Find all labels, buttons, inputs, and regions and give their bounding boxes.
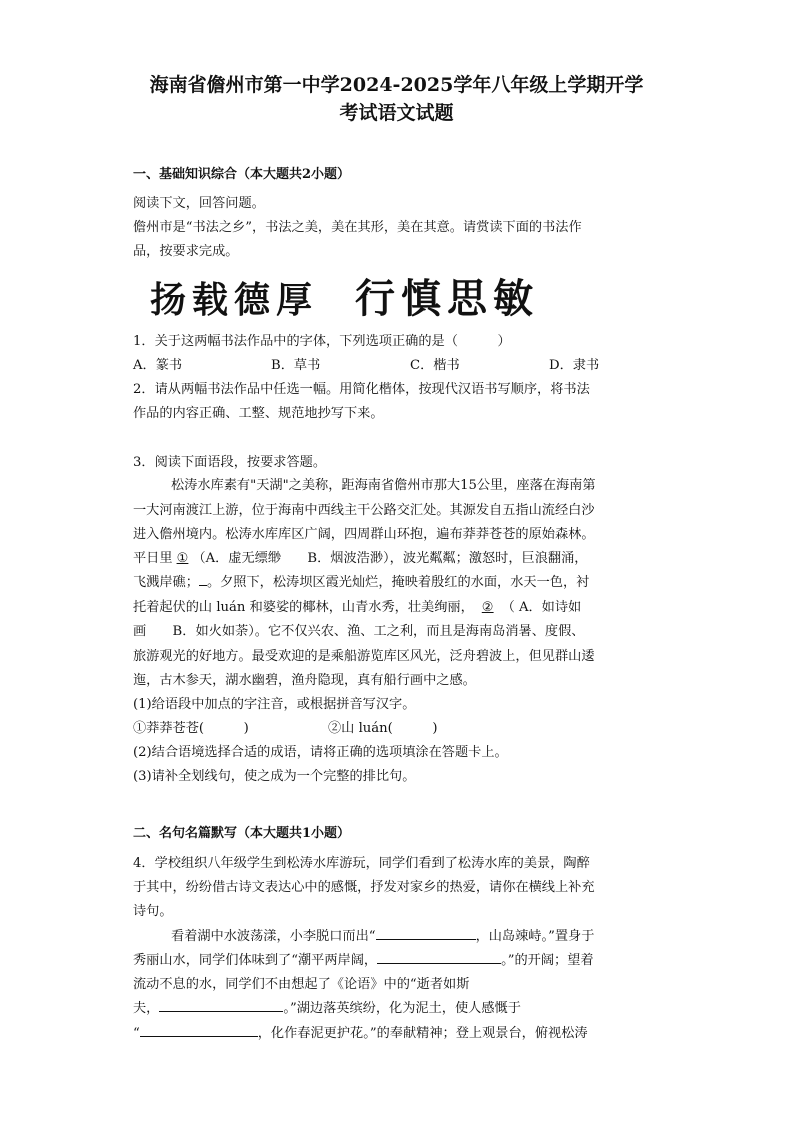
sub-question-1: (1)给语段中加点的字注音，或根据拼音写汉字。 — [133, 697, 416, 712]
passage-text: 托着起伏的山 luán 和婆娑的椰林，山青水秀，壮美绚丽， — [133, 600, 474, 615]
question-2-line-1: 2．请从两幅书法作品中任选一幅。用简化楷体，按现代汉语书写顺序，将书法 — [133, 382, 590, 397]
poem-fill-line — [133, 1022, 588, 1041]
q1-option-a[interactable]: A．篆书 — [133, 358, 183, 373]
blank-2[interactable]: ② — [481, 600, 494, 615]
poem-fill-line — [133, 949, 594, 968]
q1-option-c[interactable]: C．楷书 — [410, 358, 460, 373]
calligraphy-artwork-right — [355, 270, 585, 326]
passage-text: 。夕照下，松涛坝区霞光灿烂，掩映着殷红的水面，水天一色，衬 — [206, 575, 590, 590]
reading-instruction: 阅读下文，回答问题。 — [133, 196, 265, 211]
sub-question-3: (3)请补全划线句，使之成为一个完整的排比句。 — [133, 769, 416, 784]
blank-1[interactable]: ① — [176, 551, 189, 566]
sub-question-1a: ①莽莽苍苍( ) — [133, 721, 249, 736]
poem-text: 秀丽山水，同学们体味到了“潮平两岸阔， — [133, 953, 378, 968]
section-1-heading: 一、基础知识综合（本大题共2小题） — [133, 167, 351, 182]
poem-text: 夫， — [133, 1001, 160, 1016]
passage-line: 旅游观光的好地方。最受欢迎的是乘船游览库区风光，泛舟碧波上，但见群山逶 — [133, 649, 595, 664]
poem-blank-1[interactable] — [376, 927, 476, 940]
q1-option-b[interactable]: B．草书 — [271, 358, 321, 373]
question-2-line-2: 作品的内容正确、工整、规范地抄写下来。 — [133, 406, 384, 421]
passage-line: 松涛水库素有"天湖"之美称，距海南省儋州市那大15公里，座落在海南第 — [171, 478, 596, 493]
question-1: 1．关于这两幅书法作品中的字体，下列选项正确的是（ ） — [133, 334, 511, 349]
question-4-line-1: 4．学校组织八年级学生到松涛水库游玩，同学们看到了松涛水库的美景，陶醉 — [133, 856, 590, 871]
passage-line — [133, 547, 587, 566]
underlined-sentence-blank[interactable] — [199, 573, 207, 586]
poem-text: ，山岛竦峙。”置身于 — [475, 929, 595, 944]
passage-line: 一大河南渡江上游，位于海南中西线主干公路交汇处。其源发自五指山流经白沙 — [133, 503, 595, 518]
passage-line: 画 B．如火如荼）。它不仅兴农、渔、工之利，而且是海南岛消暑、度假、 — [133, 624, 585, 639]
poem-fill-line — [133, 997, 521, 1016]
question-3: 3．阅读下面语段，按要求答题。 — [133, 455, 327, 470]
poem-text: ，化作春泥更护花。”的奉献精神；登上观景台，俯视松涛 — [257, 1026, 588, 1041]
sub-question-2: (2)结合语境选择合适的成语，请将正确的选项填涂在答题卡上。 — [133, 745, 508, 760]
passage-line: 进入儋州境内。松涛水库库区广阔，四周群山环抱，遍布莽莽苍苍的原始森林。 — [133, 527, 595, 542]
exam-title-line-2: 考试语文试题 — [339, 102, 454, 124]
poem-fill-line — [171, 925, 594, 944]
passage-line — [133, 571, 589, 590]
poem-blank-3[interactable] — [159, 999, 283, 1012]
passage-text: （ A．如诗如 — [501, 600, 582, 615]
svg-text:行慎思敏: 行慎思敏 — [355, 275, 539, 322]
passage-text: （A．虚无缥缈 B．烟波浩渺），波光粼粼；激怒时，巨浪翻涌， — [192, 551, 588, 566]
passage-text: 飞溅岸礁； — [133, 575, 199, 590]
question-4-line-3: 诗句。 — [133, 904, 173, 919]
intro-paragraph-line-2: 品，按要求完成。 — [133, 244, 239, 259]
poem-text: “ — [133, 1026, 140, 1041]
poem-blank-4[interactable] — [140, 1024, 258, 1037]
svg-text:扬载德厚: 扬载德厚 — [150, 279, 319, 321]
poem-text: 看着湖中水波荡漾，小李脱口而出“ — [171, 929, 376, 944]
poem-fill-line: 流动不息的水，同学们不由想起了《论语》中的“逝者如斯 — [133, 977, 470, 992]
passage-text: 平日里 — [133, 551, 173, 566]
passage-line: 迤，古木参天，湖水幽碧，渔舟隐现，真有船行画中之感。 — [133, 673, 476, 688]
section-2-heading: 二、名句名篇默写（本大题共1小题） — [133, 826, 351, 841]
question-4-line-2: 于其中，纷纷借古诗文表达心中的感慨，抒发对家乡的热爱，请你在横线上补充 — [133, 880, 595, 895]
poem-text: 。”的开阔；望着 — [501, 953, 594, 968]
exam-title-line-1: 海南省儋州市第一中学2024-2025学年八年级上学期开学 — [149, 74, 644, 96]
intro-paragraph-line-1: 儋州市是“书法之乡”，书法之美，美在其形，美在其意。请赏读下面的书法作 — [133, 220, 582, 235]
poem-blank-2[interactable] — [377, 951, 501, 964]
passage-line — [133, 596, 581, 615]
poem-text: 。”湖边落英缤纷，化为泥土，使人感慨于 — [283, 1001, 521, 1016]
q1-option-d[interactable]: D．隶书 — [549, 358, 600, 373]
sub-question-1b: ②山 luán( ) — [328, 721, 438, 736]
